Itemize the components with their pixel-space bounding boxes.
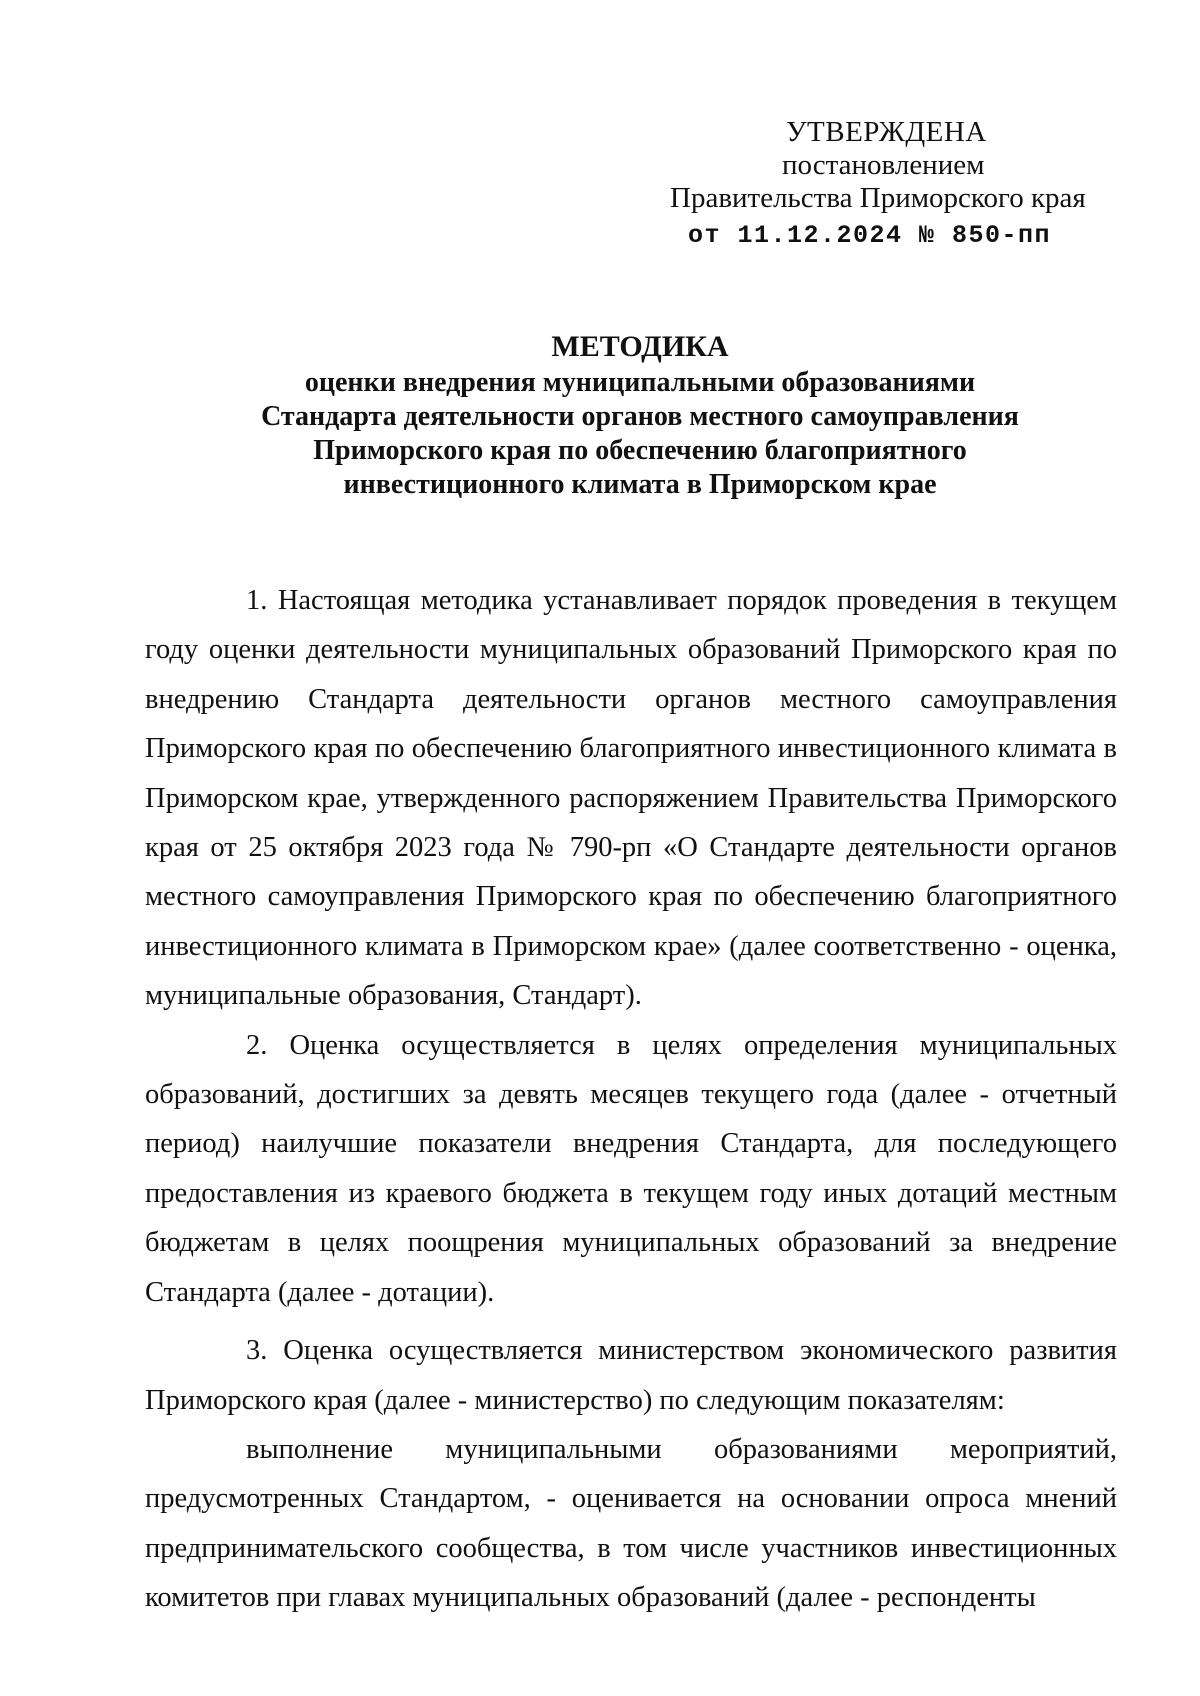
document-title-block xyxy=(150,328,1130,502)
document-subtitle-line: Стандарта деятельности органов местного самоуправления xyxy=(261,401,1019,432)
paragraph-2: 2. Оценка осуществляется в целях определения муниципальных образований, достигших за девять месяцев текущего года (далее - отчетный период) наилучшие показатели внедрения Стандарта, для последующего предоставления из краевого бюджета в текущем году иных дотаций местным бюджетам в целях поощрения муниципальных образований за внедрение Стандарта (далее - дотации). xyxy=(145,1029,1117,1308)
approval-date-number-stamp: от 11.12.2024 № 850-пп xyxy=(688,221,1052,250)
document-title: МЕТОДИКА xyxy=(551,330,729,363)
paragraph-1: 1. Настоящая методика устанавливает порядок проведения в текущем году оценки деятельности муниципальных образований Приморского края по внедрению Стандарта деятельности органов местного самоуправления Приморского края по обеспечению благоприятного инвестиционного климата в Приморском крае, утвержденного распоряжением Правительства Приморского края от 25 октября 2023 года № 790-рп «О Стандарте деятельности органов местного самоуправления Приморского края по обеспечению благоприятного инвестиционного климата в Приморском крае» (далее соответственно - оценка, муниципальные образования, Стандарт). xyxy=(145,585,1117,1012)
approval-by: постановлением xyxy=(782,149,985,181)
document-subtitle-line: оценки внедрения муниципальными образованиями xyxy=(304,367,976,398)
paragraph-3: 3. Оценка осуществляется министерством экономического развития Приморского края (далее - министерство) по следующим показателям: xyxy=(145,1335,1117,1416)
document-body xyxy=(145,576,1117,1623)
paragraph-4: выполнение муниципальными образованиями мероприятий, предусмотренных Стандартом, - оценивается на основании опроса мнений предпринимательского сообщества, в том числе участников инвестиционных комитетов при главах муниципальных образований (далее - респонденты xyxy=(145,1433,1117,1614)
document-subtitle-line: Приморского края по обеспечению благоприятного xyxy=(313,435,967,466)
approval-title: УТВЕРЖДЕНА xyxy=(786,116,987,148)
approval-government: Правительства Приморского края xyxy=(670,182,1086,214)
document-subtitle-line: инвестиционного климата в Приморском крае xyxy=(343,469,937,500)
approval-block xyxy=(670,116,1090,252)
